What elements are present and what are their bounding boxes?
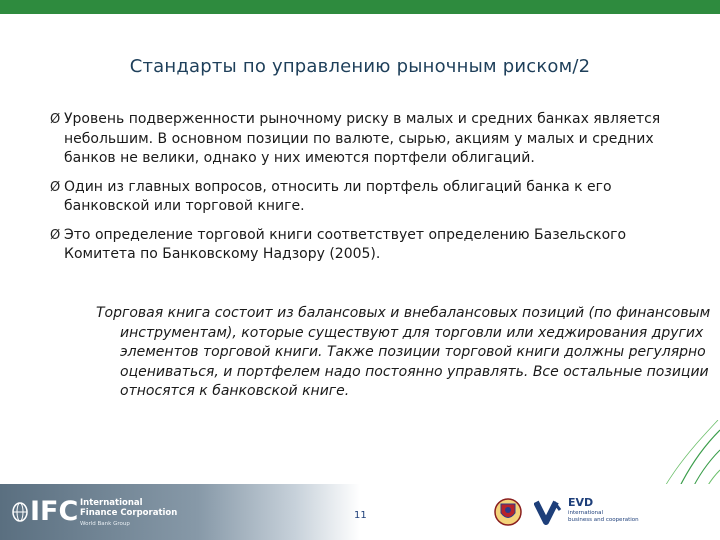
evd-tagline: [568, 510, 639, 524]
evd-tag-line2: business and cooperation: [568, 517, 639, 523]
bullet-item: [50, 178, 690, 217]
bullet-item: [50, 110, 690, 169]
ifc-group-label: World Bank Group: [80, 521, 130, 527]
bullet-text: Один из главных вопросов, относить ли портфель облигаций банка к его банковской или торговой книге.: [64, 178, 612, 214]
ifc-logo-banner: [0, 484, 360, 540]
ifc-full-name: [80, 498, 177, 518]
globe-icon: [12, 502, 28, 522]
ifc-name-line2: Finance Corporation: [80, 508, 178, 518]
bullet-arrow-icon: Ø: [50, 227, 61, 243]
bullet-arrow-icon: Ø: [50, 179, 61, 195]
bullet-item: [50, 226, 690, 265]
evd-tag-line1: international: [568, 510, 604, 516]
bullet-text: Уровень подверженности рыночному риску в малых и средних банках является небольшим. В основном позиции по валюте, сырью, акциям у малых и средних банков не велики, однако у них имеются портфели облигаций.: [64, 111, 661, 166]
evd-wordmark: EVD: [568, 496, 594, 509]
trading-book-definition: Торговая книга состоит из балансовых и внебалансовых позиций (по финансовым инструментам), которые существуют для торговли или хеджирования других элементов торговой книги. Также позиции торговой книги должны регулярно оцениваться, и портфелем надо постоянно управлять. Все остальные позиции относятся к банковской книге.: [96, 305, 711, 399]
slide-title: Стандарты по управлению рыночным риском/2: [129, 56, 591, 77]
slide-footer: [0, 484, 720, 540]
page-number: 11: [354, 510, 367, 521]
bullet-list: [50, 110, 690, 274]
top-accent-bar: [0, 0, 720, 14]
evd-logo-mark-icon: [534, 496, 564, 528]
bullet-text: Это определение торговой книги соответствует определению Базельского Комитета по Банковскому Надзору (2005).: [64, 226, 627, 262]
bullet-arrow-icon: Ø: [50, 112, 61, 127]
coat-of-arms-icon: [494, 496, 522, 528]
ifc-wordmark: IFC: [30, 496, 79, 527]
ifc-name-line1: International: [80, 498, 143, 508]
